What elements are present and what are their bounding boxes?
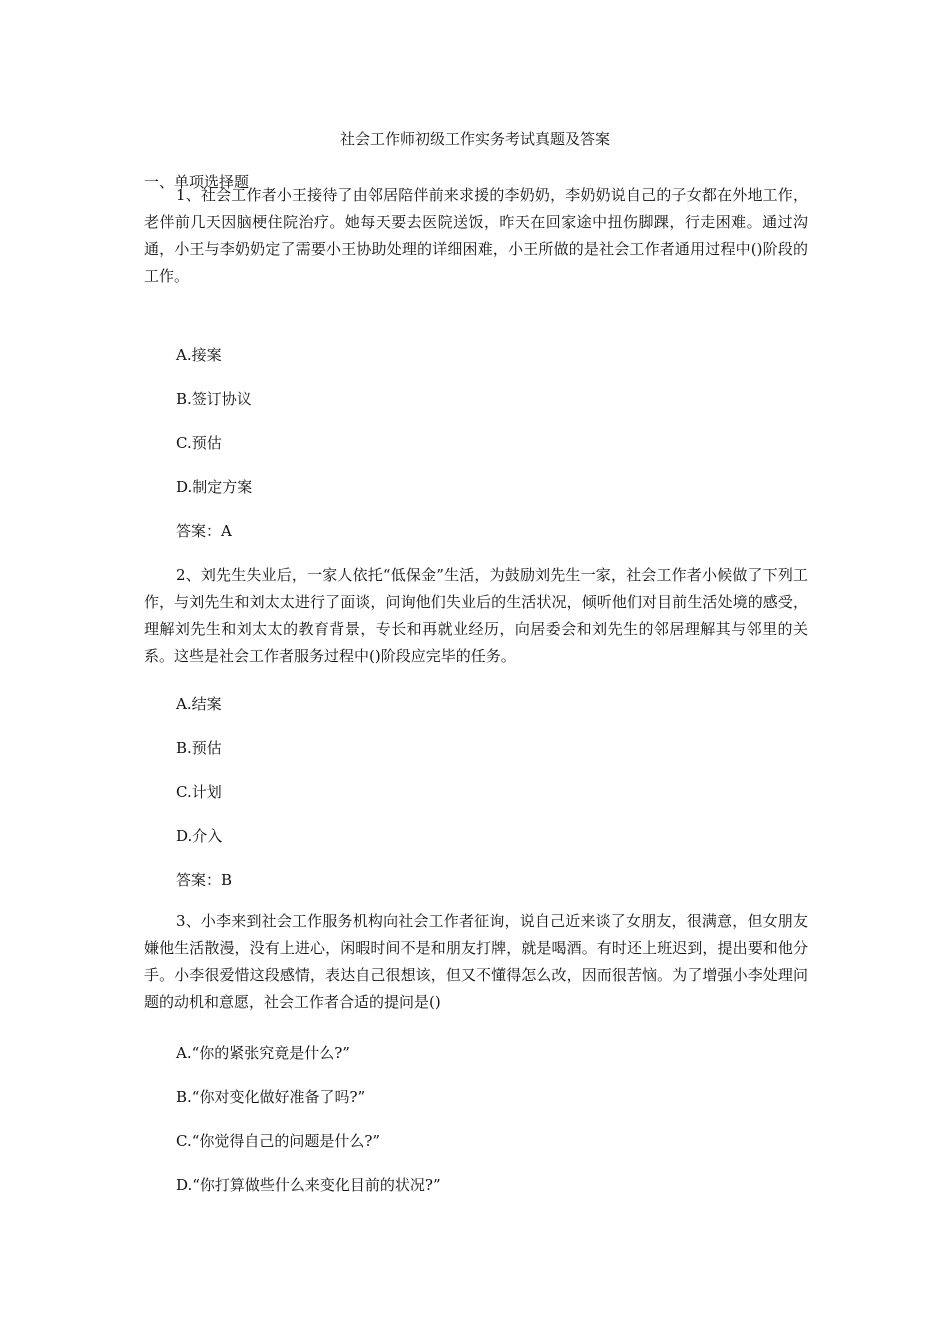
question-1-stem: 1、社会工作者小王接待了由邻居陪伴前来求援的李奶奶，李奶奶说自己的子女都在外地工作，老伴前几天因脑梗住院治疗。她每天要去医院送饭，昨天在回家途中扭伤脚踝，行走困难。通过沟通，小王与李奶奶定了需要小王协助处理的详细困难，小王所做的是社会工作者通用过程中()阶段的工作。 bbox=[144, 186, 808, 285]
question-3-option-c: C.“你觉得自己的问题是什么?” bbox=[176, 1132, 381, 1150]
question-2-option-c: C.计划 bbox=[176, 783, 222, 801]
question-1-option-d: D.制定方案 bbox=[176, 478, 253, 496]
question-2-stem: 2、刘先生失业后，一家人依托“低保金”生活，为鼓励刘先生一家，社会工作者小候做了下列工作，与刘先生和刘太太进行了面谈，问询他们失业后的生活状况，倾听他们对目前生活处境的感受，理解刘先生和刘太太的教育背景，专长和再就业经历，向居委会和刘先生的邻居理解其与邻里的关系。这些是社会工作者服务过程中()阶段应完毕的任务。 bbox=[144, 566, 808, 665]
question-2-answer: 答案：B bbox=[176, 871, 233, 889]
question-3-option-a: A.“你的紧张究竟是什么?” bbox=[176, 1044, 350, 1062]
document-title: 社会工作师初级工作实务考试真题及答案 bbox=[339, 130, 610, 148]
question-3-option-d: D.“你打算做些什么来变化目前的状况?” bbox=[176, 1176, 441, 1194]
question-3-option-b: B.“你对变化做好准备了吗?” bbox=[176, 1088, 366, 1106]
question-2-option-d: D.介入 bbox=[176, 827, 223, 845]
section-heading: 一、单项选择题 bbox=[144, 173, 250, 191]
question-2-option-b: B.预估 bbox=[176, 739, 222, 757]
question-2-option-a: A.结案 bbox=[176, 695, 222, 713]
question-1-option-c: C.预估 bbox=[176, 434, 222, 452]
question-3-stem: 3、小李来到社会工作服务机构向社会工作者征询，说自己近来谈了女朋友，很满意，但女朋友嫌他生活散漫，没有上进心，闲暇时间不是和朋友打牌，就是喝酒。有时还上班迟到，提出要和他分手。小李很爱惜这段感情，表达自己很想该，但又不懂得怎么改，因而很苦恼。为了增强小李处理问题的动机和意愿，社会工作者合适的提问是() bbox=[144, 912, 808, 1011]
question-1-option-a: A.接案 bbox=[176, 346, 222, 364]
question-1-answer: 答案：A bbox=[176, 522, 232, 540]
question-1-option-b: B.签订协议 bbox=[176, 390, 252, 408]
